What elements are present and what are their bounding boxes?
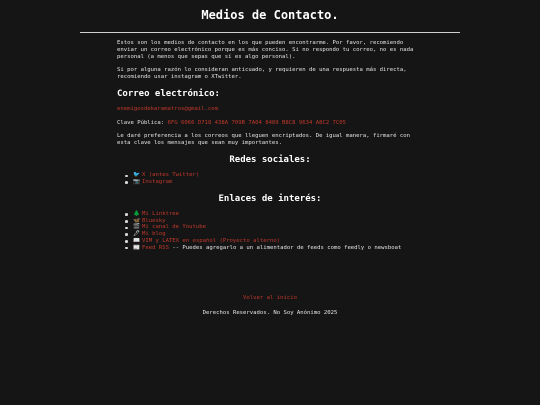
bird-icon: 🐦 (133, 172, 140, 179)
butterfly-icon: 🦋 (133, 217, 140, 224)
title-divider (80, 32, 460, 33)
list-item (125, 245, 422, 252)
main-content (80, 40, 422, 317)
email-heading: Correo electrónico: (117, 88, 220, 99)
list-item (125, 179, 422, 186)
social-list (117, 172, 422, 185)
back-home-link[interactable]: Volver al inicio (243, 295, 297, 302)
list-item (125, 211, 422, 218)
page-title: Medios de Contacto. (201, 8, 339, 22)
link-rss[interactable]: Feed RSS (142, 244, 169, 251)
social-link-instagram[interactable]: Instagram (142, 179, 173, 186)
list-item (125, 231, 422, 238)
camera-icon: 📷 (133, 179, 140, 186)
intro-paragraph-2: Si por alguna razón lo consideran anticuado, y requieren de una respuesta más directa, recomiendo usar instagram o XTwitter. (117, 66, 407, 80)
link-vim-latex[interactable]: VIM y LATEX en español (Proyecto alterno) (142, 237, 281, 244)
public-key-line (117, 120, 422, 127)
copyright-text: Derechos Reservados. No Soy Anónimo 2025 (202, 310, 338, 317)
public-key-link[interactable]: 6FG 6066 D718 438A 709B 7A04 8489 B8C8 9634 A8C2 7C05 (167, 120, 347, 127)
public-key-label: Clave Pública: (117, 120, 165, 127)
list-item (125, 224, 422, 231)
film-icon: 🎬 (133, 224, 140, 231)
encryption-note: Le daré preferencia a los correos que lleguen encriptados. De igual manera, firmaré con esta clave los mensajes que sean muy importantes. (117, 133, 410, 147)
email-link[interactable]: enemigosdekaramatros@gmail.com (117, 106, 219, 113)
book-icon: 📖 (133, 237, 140, 244)
rss-icon: 📰 (133, 244, 140, 251)
intro-paragraph: Estos son los medios de contacto en los que pueden encontrarme. Por favor, recomiendo enviar un correo electrónico porque es más conciso. Si no respondo tu correo, no es nada personal (a menos que sepas que sí es algo personal). (117, 40, 414, 60)
links-heading: Enlaces de interés: (218, 193, 322, 204)
social-heading: Redes sociales: (229, 155, 311, 166)
links-list (117, 211, 422, 251)
link-linktree[interactable]: Mi Linktree (142, 211, 180, 218)
page-container (80, 0, 460, 317)
link-youtube[interactable]: Mi canal de Youtube (142, 224, 206, 231)
tree-icon: 🌲 (133, 211, 140, 218)
link-bluesky[interactable]: Bluesky (142, 217, 166, 224)
rss-description: -- Puedes agregarlo a un alimentador de feeds como feedly o newsboat (168, 244, 402, 251)
list-item (125, 238, 422, 245)
link-blog[interactable]: Mi blog (142, 231, 166, 238)
social-link-x[interactable]: X (antes Twitter) (142, 172, 200, 179)
pencil-icon: 🖊 (133, 231, 141, 238)
